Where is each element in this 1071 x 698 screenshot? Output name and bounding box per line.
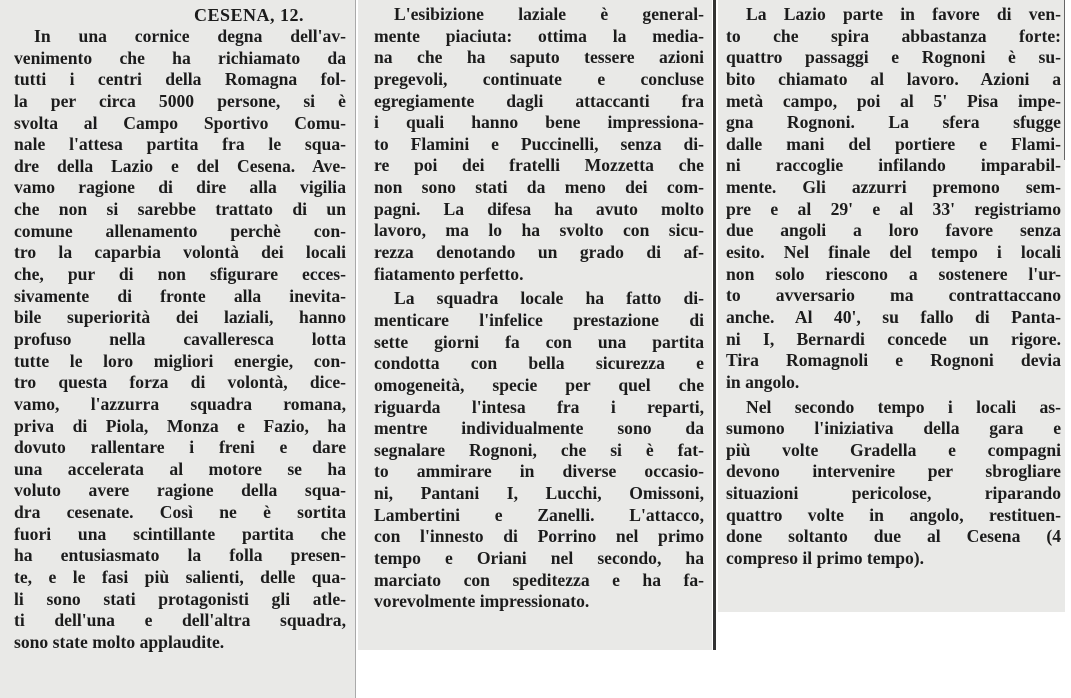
text-line: metà campo, poi al 5' Pisa impe-: [726, 90, 1061, 111]
text-line: esito. Nel finale del tempo i locali: [726, 242, 1061, 263]
paragraph: [14, 26, 346, 654]
text-line: tutte le loro migliori energie, con-: [14, 350, 346, 371]
text-line: voluto avere ragione della squa-: [14, 480, 346, 501]
paragraph: [374, 288, 704, 613]
text-line: egregiamente dagli attaccanti fra: [374, 90, 704, 111]
text-line: segnalare Rognoni, che si è fat-: [374, 439, 704, 460]
article-column-1: [0, 0, 356, 698]
text-line: fiatamento perfetto.: [374, 263, 524, 284]
text-line: due angoli a loro favore senza: [726, 220, 1061, 241]
text-line: sono state molto applaudite.: [14, 631, 225, 652]
text-line: li sono stati protagonisti gli atle-: [14, 588, 346, 609]
text-line: situazioni pericolose, riparando: [726, 483, 1061, 504]
text-line: re poi dei fratelli Mozzetta che: [374, 155, 704, 176]
text-line: ni raccoglie infilando imparabil-: [726, 155, 1061, 176]
text-line: mente piaciuta: ottima la media-: [374, 25, 704, 46]
text-line: compreso il primo tempo).: [726, 548, 925, 569]
text-line: vamo, l'azzurra squadra romana,: [14, 393, 346, 414]
text-line: te, e le fasi più salienti, delle qua-: [14, 567, 346, 588]
article-column-2: [358, 0, 712, 650]
text-line: anche. Al 40', su fallo di Panta-: [726, 306, 1061, 327]
article-column-3: [718, 0, 1065, 612]
text-line: dre della Lazio e del Cesena. Ave-: [14, 155, 346, 176]
text-line: quattro passaggi e Rognoni è su-: [726, 47, 1061, 68]
paragraph: [726, 4, 1061, 394]
text-line: sette giorni fa con una partita: [374, 331, 704, 352]
text-line: Lambertini e Zanelli. L'attacco,: [374, 504, 704, 525]
text-line: con l'innesto di Porrino nel primo: [374, 526, 704, 547]
column-divider: [1064, 0, 1065, 160]
text-line: to avversario ma contrattaccano: [726, 285, 1061, 306]
text-line: svolta al Campo Sportivo Comu-: [14, 112, 346, 133]
text-line: i quali hanno bene impressiona-: [374, 112, 704, 133]
text-line: in angolo.: [726, 371, 800, 392]
text-line: che, pur di non sfigurare ecces-: [14, 264, 346, 285]
text-line: riguarda l'intesa fra i reparti,: [374, 396, 704, 417]
text-line: vamo ragione di dire alla vigilia: [14, 177, 346, 198]
dateline: CESENA, 12.: [193, 5, 304, 25]
text-line: tempo e Oriani nel secondo, ha: [374, 548, 704, 569]
text-line: Nel secondo tempo i locali as-: [746, 396, 1061, 417]
text-line: non sono stati da meno dei com-: [374, 177, 704, 198]
text-line: vorevolmente impressionato.: [374, 591, 590, 612]
column-divider: [355, 0, 356, 698]
text-line: La squadra locale ha fatto di-: [394, 288, 704, 309]
text-line: ha entusiasmato la folla presen-: [14, 545, 346, 566]
text-line: tutti i centri della Romagna fol-: [14, 69, 346, 90]
text-line: sivamente di fronte alla inevita-: [14, 285, 346, 306]
text-line: mente. Gli azzurri premono sem-: [726, 177, 1061, 198]
text-line: to Flamini e Puccinelli, senza di-: [374, 133, 704, 154]
text-line: to ammirare in diverse occasio-: [374, 461, 704, 482]
text-line: dra cesenate. Così ne è sortita: [14, 502, 346, 523]
text-line: pregevoli, continuate e concluse: [374, 68, 704, 89]
text-line: L'esibizione laziale è general-: [394, 4, 704, 24]
text-line: Tira Romagnoli e Rognoni devia: [726, 350, 1061, 371]
text-line: to che spira abbastanza forte:: [726, 25, 1061, 46]
paragraph: [374, 4, 704, 285]
text-line: sumono l'iniziativa della gara e: [726, 418, 1061, 439]
text-line: ti dell'una e dell'altra squadra,: [14, 610, 346, 631]
text-line: tro questa forza di volontà, dice-: [14, 372, 346, 393]
paragraph: [726, 397, 1061, 570]
text-line: ni, Pantani I, Lucchi, Omissoni,: [374, 483, 704, 504]
text-line: comune allenamento perchè con-: [14, 220, 346, 241]
text-line: nale l'attesa partita fra le squa-: [14, 134, 346, 155]
text-line: pagni. La difesa ha avuto molto: [374, 198, 704, 219]
text-line: venimento che ha richiamato da: [14, 47, 346, 68]
text-line: omogeneità, specie per quel che: [374, 374, 704, 395]
text-line: dalle mani del portiere e Flami-: [726, 133, 1061, 154]
text-line: priva di Piola, Monza e Fazio, ha: [14, 415, 346, 436]
text-line: menticare l'infelice prestazione di: [374, 309, 704, 330]
text-line: tro la caparbia volontà dei locali: [14, 242, 346, 263]
text-line: una accelerata al motore se ha: [14, 458, 346, 479]
text-line: La Lazio parte in favore di ven-: [746, 4, 1061, 24]
text-line: condotta con bella sicurezza e: [374, 353, 704, 374]
text-line: bito chiamato al lavoro. Azioni a: [726, 68, 1061, 89]
text-line: fuori una scintillante partita che: [14, 523, 346, 544]
text-line: che non si sarebbe trattato di un: [14, 199, 346, 220]
text-line: la per circa 5000 persone, si è: [14, 90, 346, 111]
text-line: lavoro, ma lo ha svolto con sicu-: [374, 220, 704, 241]
text-line: In una cornice degna dell'av-: [34, 26, 346, 46]
text-line: più volte Gradella e compagni: [726, 439, 1061, 460]
column-divider: [713, 0, 716, 650]
text-line: bile superiorità dei laziali, hanno: [14, 307, 346, 328]
text-line: marciato con speditezza e ha fa-: [374, 569, 704, 590]
text-line: profuso nella cavalleresca lotta: [14, 328, 346, 349]
text-line: devono intervenire per sbrogliare: [726, 461, 1061, 482]
text-line: quattro volte in angolo, restituen-: [726, 504, 1061, 525]
text-line: dovuto rallentare i freni e dare: [14, 437, 346, 458]
text-line: na che ha saputo tessere azioni: [374, 47, 704, 68]
text-line: gna Rognoni. La sfera sfugge: [726, 112, 1061, 133]
text-line: done soltanto due al Cesena (4: [726, 526, 1061, 547]
text-line: pre e al 29' e al 33' registriamo: [726, 198, 1061, 219]
text-line: rezza denotando un grado di af-: [374, 242, 704, 263]
text-line: non solo riescono a sostenere l'ur-: [726, 263, 1061, 284]
text-line: ni I, Bernardi concede un rigore.: [726, 328, 1061, 349]
text-line: mentre individualmente sono da: [374, 418, 704, 439]
